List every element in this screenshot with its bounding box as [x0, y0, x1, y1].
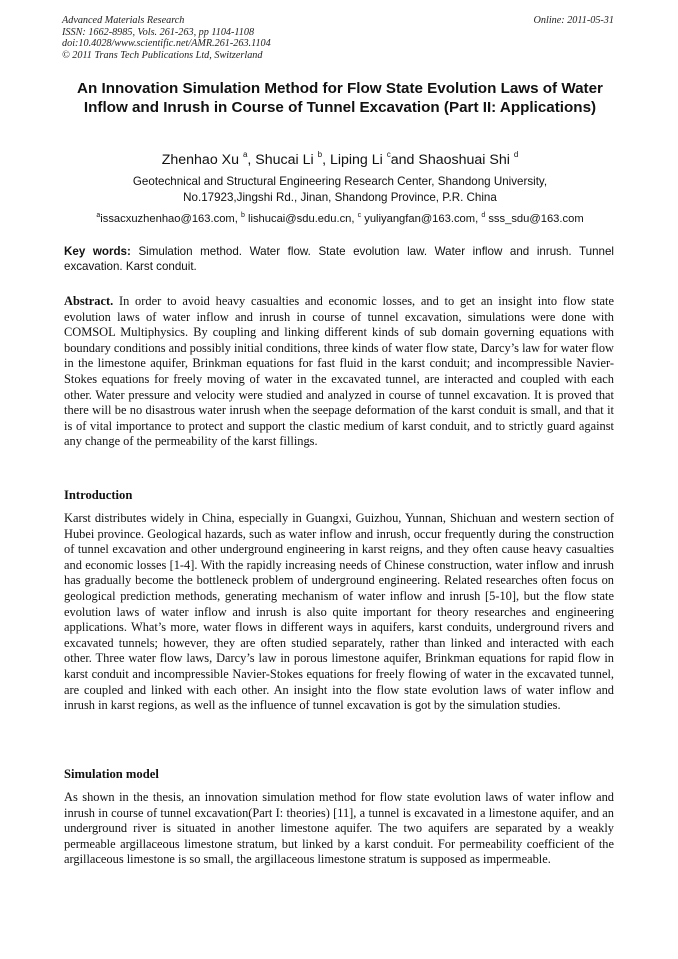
author-list [40, 146, 640, 169]
author-superscript: b [317, 150, 323, 159]
keywords [64, 245, 614, 274]
author-superscript: a [242, 150, 248, 159]
journal-header [62, 15, 271, 61]
author-name: , Liping Li [322, 152, 383, 168]
email-superscript: a [96, 212, 101, 219]
affiliation-line: Geotechnical and Structural Engineering Research Center, Shandong University, [132, 175, 548, 188]
copyright-line: © 2011 Trans Tech Publications Ltd, Switzerland [62, 49, 263, 61]
keywords-text: Simulation method. Water flow. State evolution law. Water inflow and inrush. Tunnel excavation. Karst conduit. [64, 245, 614, 273]
abstract [64, 294, 614, 450]
abstract-text: In order to avoid heavy casualties and economic losses, and to get an insight into flow state evolution laws of water inflow and inrush in course of tunnel excavation, simulations were done with COMSOL Multiphysics. By coupling and linking different kinds of sub domain governing equations with boundary conditions and possibly initial conditions, three kinds of water flow state, Darcy’s law for water flow in the limestone aquifer, Brinkman equations for fast fluid in the karst conduit; and incompressible Navier-Stokes equations for freely moving of water in the excavated tunnel, are interacted and coupled with each other. Water pressure and velocity were studied and analyzed in course of tunnel excavation. It is proved that there will be no disastrous water inrush when the seepage deformation of the karst conduit is small, and that it is of vital importance to protect and support the clastic medium of karst conduit, and to strictly guard against any change of the permeability of the karst fillings. [64, 294, 614, 449]
keywords-label: Key words: [64, 245, 131, 258]
email-superscript: d [481, 212, 486, 219]
abstract-label: Abstract. [64, 294, 114, 308]
email-address[interactable]: lishucai@sdu.edu.cn, [247, 213, 355, 225]
journal-name: Advanced Materials Research [62, 15, 185, 26]
author-name: Zhenhao Xu [161, 152, 240, 168]
doi-line: doi:10.4028/www.scientific.net/AMR.261-263.1104 [62, 38, 271, 50]
affiliation-line: No.17923,Jingshi Rd., Jinan, Shandong Province, P.R. China [183, 191, 497, 204]
simulation-model-heading: Simulation model [64, 767, 159, 781]
email-address[interactable]: issacxuzhenhao@163.com, [100, 213, 238, 225]
email-superscript: b [240, 212, 245, 219]
email-address[interactable]: yuliyangfan@163.com, [364, 213, 479, 225]
author-name: , Shucai Li [247, 152, 314, 168]
email-address[interactable]: sss_sdu@163.com [488, 213, 584, 225]
introduction-heading: Introduction [64, 488, 133, 502]
simulation-model-paragraph: As shown in the thesis, an innovation simulation method for flow state evolution laws of water inflow and inrush in course of tunnel excavation(Part I: theories) [11], a tunnel is excavated in a limestone aquifer, and an underground river is situated in another limestone aquifer. The two aquifers are separated by a weakly permeable argillaceous limestone stratum, but linked by a karst conduit. For permeability coefficient of the argillaceous limestone is so small, the argillaceous limestone stratum is supposed as impermeable. [64, 790, 614, 867]
introduction-paragraph: Karst distributes widely in China, especially in Guangxi, Guizhou, Yunnan, Shichuan and western section of Hubei province. Geological hazards, such as water inflow and inrush, occur frequently during the construction of tunnel excavation and other underground engineering in karst reigns, and they often cause heavy casualties and economic losses [1-4]. With the rapidly increasing needs of Chinese construction, water inflow and inrush has gradually become the bottleneck problem of underground engineering. Related researches often focus on geological prediction methods, generating mechanism of water inflow and inrush [5-10], but the flow state evolution laws of water inflow and inrush is also quite important for theory researches and engineering applications. What’s more, water flows in different ways in aquifers, karst conduits, underground rivers and excavated tunnels; however, they are often studied separately, rather than linked and interacted with each other. Three water flow laws, Darcy’s law in porous limestone aquifer, Brinkman equations for rapid flow in karst conduit and incompressible Navier-Stokes equations for freely flowing of water in the excavated tunnel, are coupled and linked with each other. An insight into the flow state evolution laws of water inflow and inrush in karst regions, as well as the influence of tunnel excavation is got by the simulation studies. [64, 511, 614, 713]
email-list [40, 209, 640, 226]
author-name: and Shaoshuai Shi [390, 152, 510, 168]
author-superscript: c [386, 150, 391, 159]
issn-line: ISSN: 1662-8985, Vols. 261-263, pp 1104-1108 [62, 26, 255, 38]
online-date: Online: 2011-05-31 [533, 15, 614, 26]
paper-title: An Innovation Simulation Method for Flow State Evolution Laws of Water Inflow and Inrush in Course of Tunnel Excavation (Part II: Applications) [77, 80, 603, 116]
author-superscript: d [513, 150, 519, 159]
affiliation [60, 174, 620, 206]
email-superscript: c [357, 212, 362, 219]
